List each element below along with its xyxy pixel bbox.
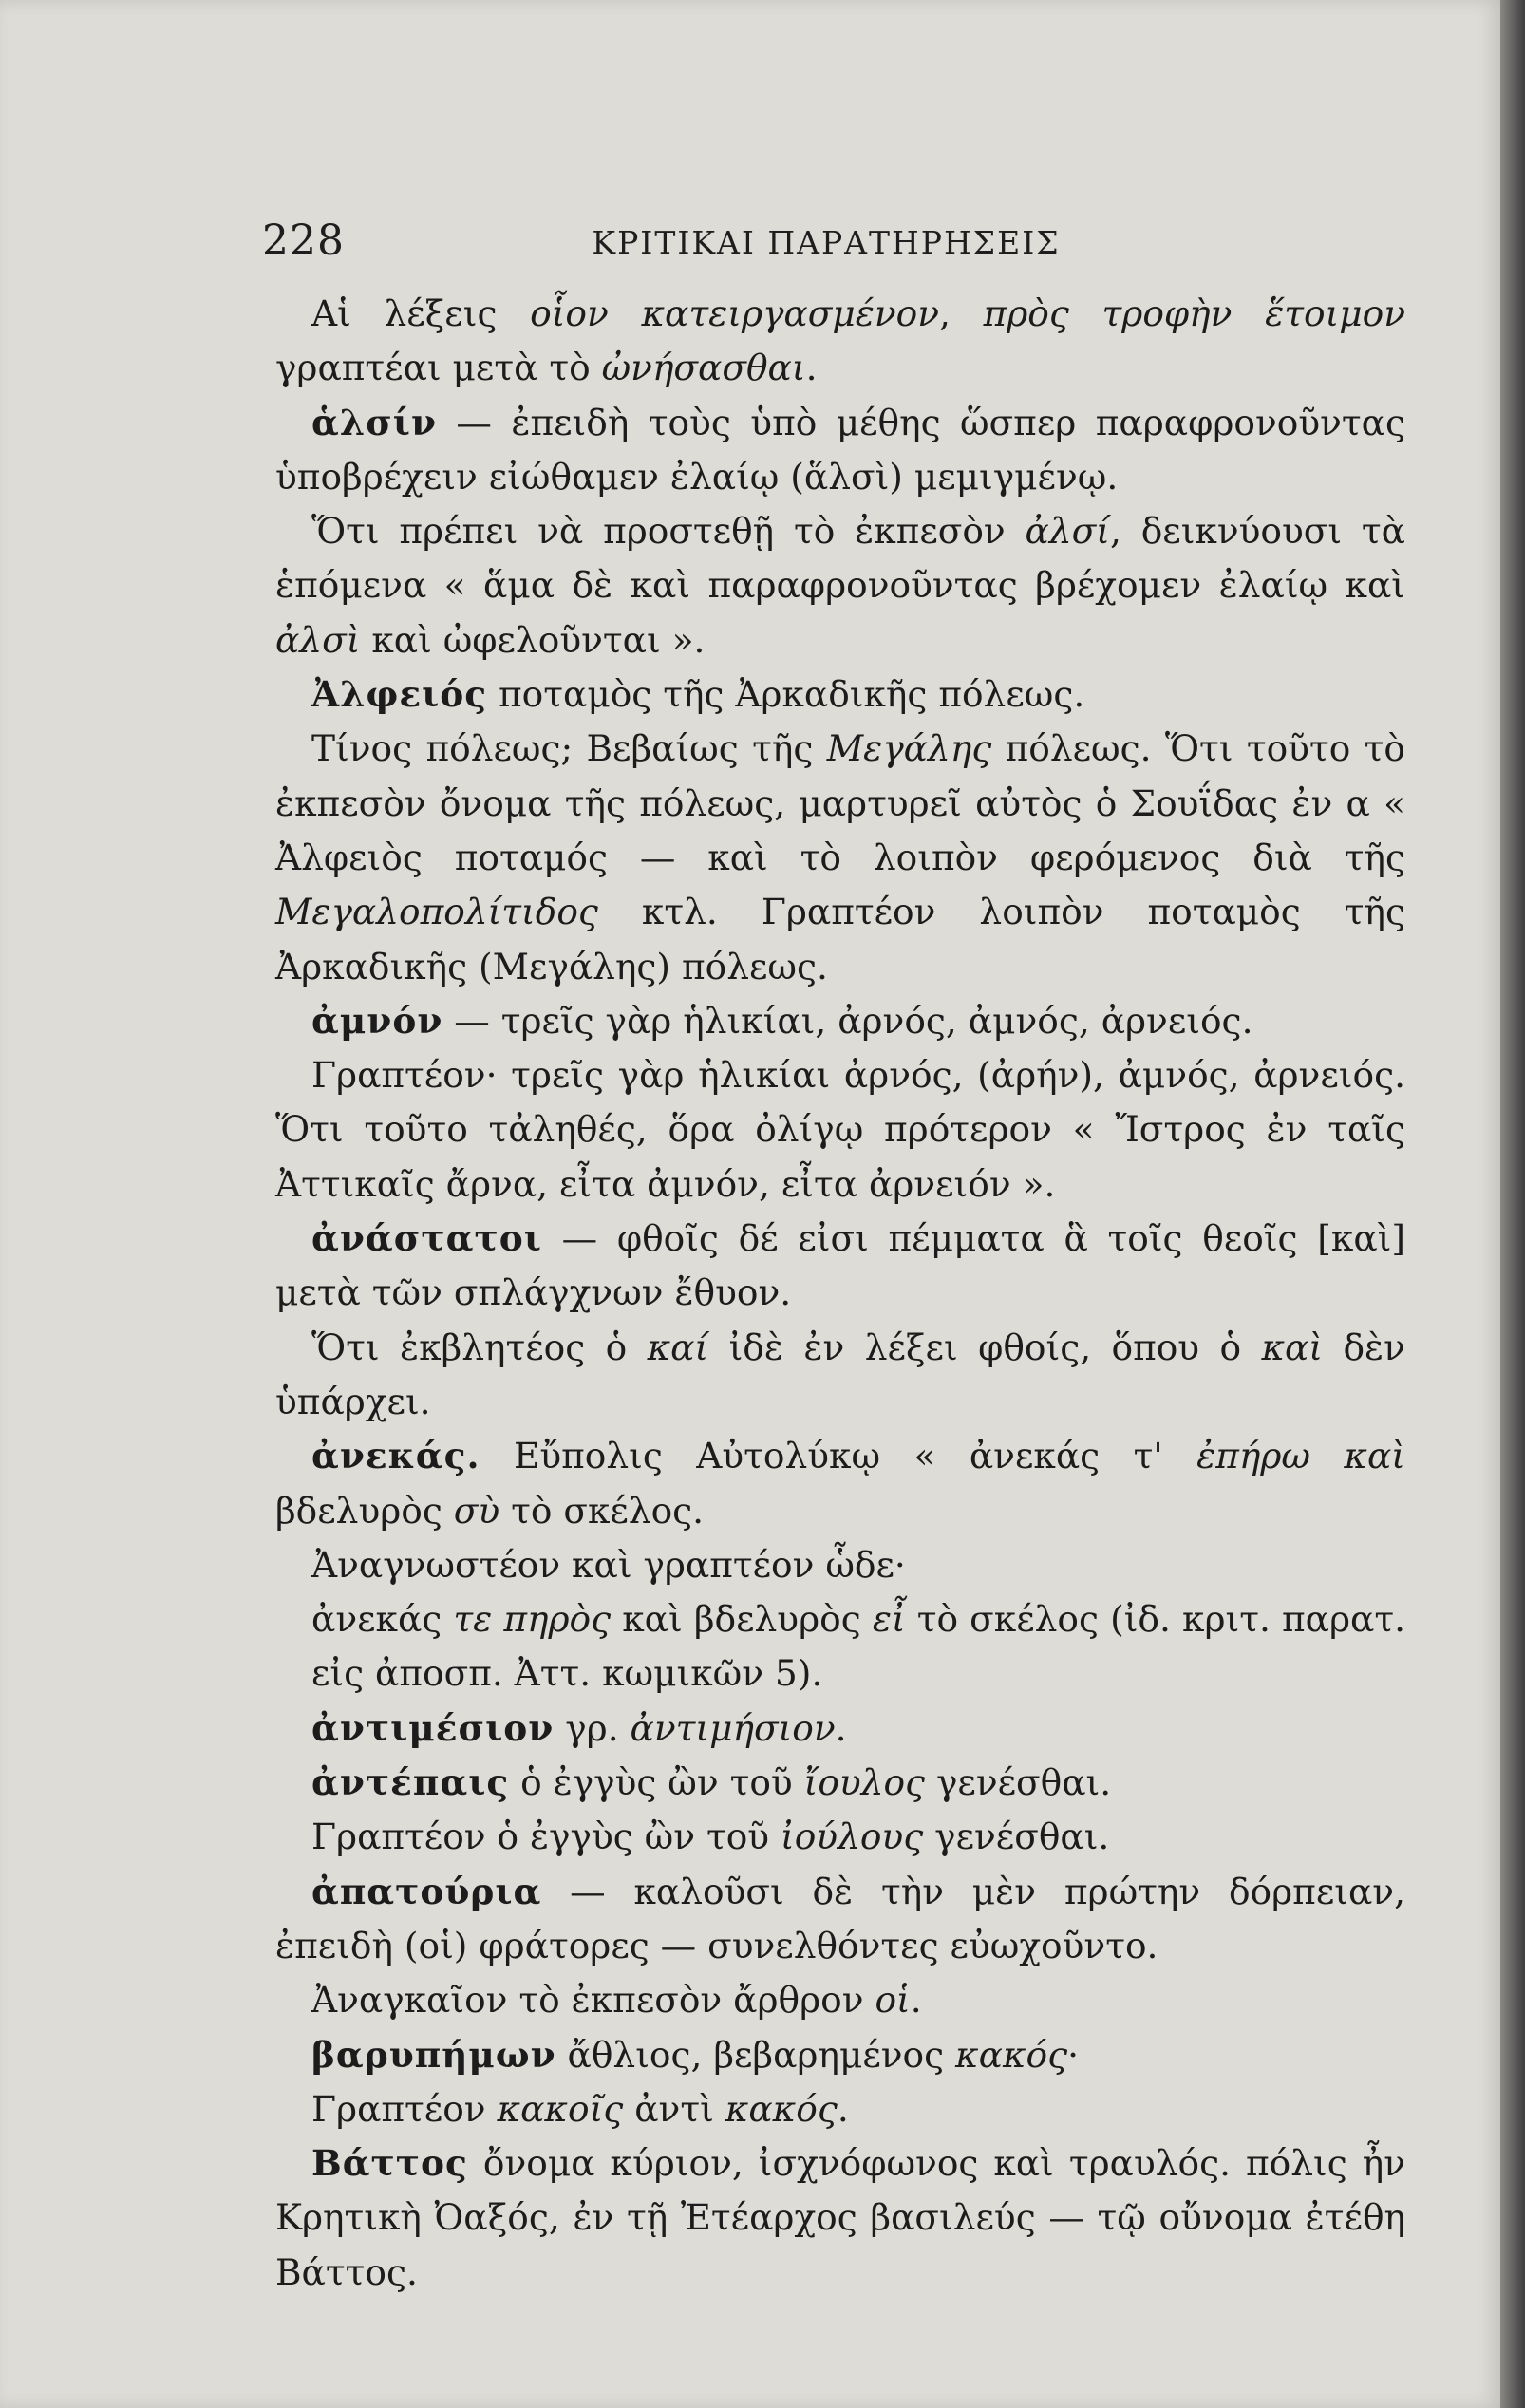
headword: Βάττος: [311, 2142, 468, 2185]
commentary-paragraph: [275, 2082, 1405, 2136]
italic-text: Μεγάλης: [826, 727, 992, 770]
text-run: ὄνομα κύριον, ἰσχνόφωνος καὶ τραυλός. πόλις ἦν Κρητικὴ Ὀαξός, ἐν τῇ Ἐτέαρχος βασιλεύς — τῷ οὔνομα ἐτέθη Βάττος.: [275, 2142, 1405, 2293]
text-run: κτλ. Γραπτέον λοιπὸν ποταμὸς τῆς Ἀρκαδικῆς (Μεγάλης) πόλεως.: [275, 891, 1405, 988]
text-run: τὸ σκέλος.: [499, 1489, 705, 1532]
text-run: — καλοῦσι δὲ τὴν μὲν πρώτην δόρπειαν, ἐπειδὴ (οἱ) φράτορες — συνελθόντες εὐωχοῦντο.: [275, 1870, 1405, 1966]
text-run: ἀνεκάς: [311, 1598, 454, 1641]
lexicon-entry: [275, 994, 1405, 1048]
lexicon-entry: [275, 668, 1405, 722]
lexicon-entry: [275, 1702, 1405, 1756]
lexicon-entry: [275, 2136, 1405, 2300]
text-run: γρ.: [554, 1706, 631, 1749]
lexicon-entry: [275, 1429, 1405, 1538]
text-run: — φθοῖς δέ εἰσι πέμματα ἃ τοῖς θεοῖς [καὶ] μετὰ τῶν σπλάγχνων ἔθυον.: [275, 1217, 1405, 1314]
running-title: ΚΡΙΤΙΚΑΙ ΠΑΡΑΤΗΡΗΣΕΙΣ: [592, 224, 1061, 261]
quoted-verse: [275, 1592, 1405, 1702]
italic-text: κακός: [955, 2033, 1068, 2076]
text-run: Ὅτι πρέπει νὰ προστεθῇ τὸ ἐκπεσὸν: [311, 510, 1026, 553]
text-run: Τίνος πόλεως; Βεβαίως τῆς: [311, 727, 827, 770]
commentary-paragraph: [275, 1810, 1405, 1864]
text-run: .: [837, 2087, 849, 2130]
text-run: ἀντὶ: [623, 2087, 725, 2130]
page-header: [253, 216, 1400, 273]
italic-text: οἱ: [875, 1979, 911, 2022]
lexicon-entry: [275, 396, 1405, 505]
italic-text: σὺ: [453, 1489, 500, 1532]
italic-text: κακοῖς: [497, 2087, 624, 2130]
text-run: Ἀναγκαῖον τὸ ἐκπεσὸν ἄρθρον: [311, 1979, 875, 2022]
text-run: ἄθλιος, βεβαρημένος: [555, 2033, 956, 2076]
italic-text: καὶ: [1261, 1326, 1324, 1368]
headword: ἀντιμέσιον: [311, 1706, 555, 1749]
italic-text: ἐπήρω καὶ: [1196, 1435, 1405, 1477]
text-run: δὲν ὑπάρχει.: [275, 1326, 1405, 1422]
text-run: Εὔπολις Αὐτολύκῳ « ἀνεκάς τ': [480, 1435, 1197, 1477]
headword: ἀνεκάς.: [311, 1435, 480, 1477]
italic-text: τε πηρὸς: [453, 1598, 612, 1641]
headword: ἀπατούρια: [311, 1870, 542, 1912]
lexicon-entry: [275, 1865, 1405, 1974]
text-run: ,: [939, 292, 984, 334]
text-run: καὶ ὠφελοῦνται ».: [360, 618, 706, 661]
commentary-paragraph: [275, 1048, 1405, 1212]
italic-text: καί: [647, 1326, 709, 1368]
text-run: .: [835, 1706, 847, 1749]
commentary-paragraph: [275, 1973, 1405, 2027]
text-run: Αἱ λέξεις: [311, 292, 531, 334]
text-run: , δεικνύουσι τὰ ἑπόμενα « ἅμα δὲ καὶ παραφρονοῦντας βρέχομεν ἐλαίῳ καὶ: [275, 510, 1405, 607]
headword: ἀνάστατοι: [311, 1217, 542, 1260]
lexicon-entry: [275, 1212, 1405, 1321]
text-run: ὁ ἐγγὺς ὢν τοῦ: [509, 1761, 804, 1804]
lexicon-entry: [275, 1756, 1405, 1810]
text-run: ποταμὸς τῆς Ἀρκαδικῆς πόλεως.: [487, 673, 1085, 716]
headword: Ἀλφειός: [311, 673, 488, 716]
text-run: Ἀναγνωστέον καὶ γραπτέον ὧδε·: [311, 1543, 906, 1586]
lexicon-entry: [275, 2028, 1405, 2082]
headword: βαρυπήμων: [311, 2033, 556, 2076]
text-run: Γραπτέον: [311, 2087, 498, 2130]
italic-text: εἶ: [872, 1598, 906, 1641]
commentary-paragraph: [275, 504, 1405, 668]
text-run: — ἐπειδὴ τοὺς ὑπὸ μέθης ὥσπερ παραφρονοῦντας ὑποβρέχειν εἰώθαμεν ἐλαίῳ (ἅλσὶ) μεμιγμένῳ.: [275, 401, 1405, 498]
italic-text: κακός: [725, 2087, 838, 2130]
italic-text: ἀλσί: [1025, 510, 1110, 553]
italic-text: οἷον κατειργασμένον: [530, 292, 939, 334]
page-body: [275, 287, 1405, 2300]
text-run: ἰδὲ ἐν λέξει φθοίς, ὅπου ὁ: [708, 1326, 1262, 1368]
commentary-paragraph: [275, 722, 1405, 993]
italic-text: Μεγαλοπολίτιδος: [275, 891, 598, 933]
page-number: 228: [262, 216, 345, 265]
text-run: γενέσθαι.: [923, 1815, 1110, 1858]
commentary-paragraph: [275, 1538, 1405, 1592]
italic-text: πρὸς τροφὴν ἕτοιμον: [983, 292, 1406, 334]
text-run: — τρεῖς γὰρ ἡλικίαι, ἀρνός, ἀμνός, ἀρνειός.: [442, 999, 1253, 1042]
text-run: γενέσθαι.: [925, 1761, 1112, 1804]
italic-text: ὠνήσασθαι: [601, 347, 806, 389]
headword: ἀμνόν: [311, 999, 443, 1042]
italic-text: ἀντιμήσιον: [630, 1706, 836, 1749]
italic-text: ἰούλους: [781, 1815, 924, 1858]
text-run: Ὅτι ἐκβλητέος ὁ: [311, 1326, 648, 1368]
italic-text: ἀλσὶ: [275, 618, 361, 661]
headword: ἀντέπαις: [311, 1761, 510, 1804]
text-run: Γραπτέον· τρεῖς γὰρ ἡλικίαι ἀρνός, (ἀρήν), ἀμνός, ἀρνειός. Ὅτι τοῦτο τἀληθές, ὅρα ὀλίγῳ πρότερον « Ἴστρος ἐν ταῖς Ἀττικαῖς ἄρνα, εἶτα ἀμνόν, εἶτα ἀρνειόν ».: [275, 1054, 1405, 1205]
text-run: τὸ σκέλος (ἰδ. κριτ. παρατ. εἰς ἀποσπ. Ἀττ. κωμικῶν 5).: [311, 1598, 1405, 1695]
italic-text: ἴουλος: [803, 1761, 926, 1804]
text-run: καὶ βδελυρὸς: [611, 1598, 873, 1641]
commentary-paragraph: [275, 287, 1405, 396]
text-run: πόλεως. Ὅτι τοῦτο τὸ ἐκπεσὸν ὄνομα τῆς πόλεως, μαρτυρεῖ αὐτὸς ὁ Σουΐδας ἐν α « Ἀλφειὸς ποταμός — καὶ τὸ λοιπὸν φερόμενος διὰ τῆς: [275, 727, 1405, 878]
page-edge-shadow: [1500, 0, 1525, 2408]
text-run: ·: [1067, 2033, 1080, 2076]
text-run: βδελυρὸς: [275, 1489, 454, 1532]
headword: ἁλσίν: [311, 401, 437, 443]
text-run: γραπτέαι μετὰ τὸ: [275, 347, 602, 389]
text-run: Γραπτέον ὁ ἐγγὺς ὢν τοῦ: [311, 1815, 781, 1858]
text-run: .: [910, 1979, 922, 2022]
commentary-paragraph: [275, 1321, 1405, 1430]
text-run: .: [805, 347, 818, 389]
